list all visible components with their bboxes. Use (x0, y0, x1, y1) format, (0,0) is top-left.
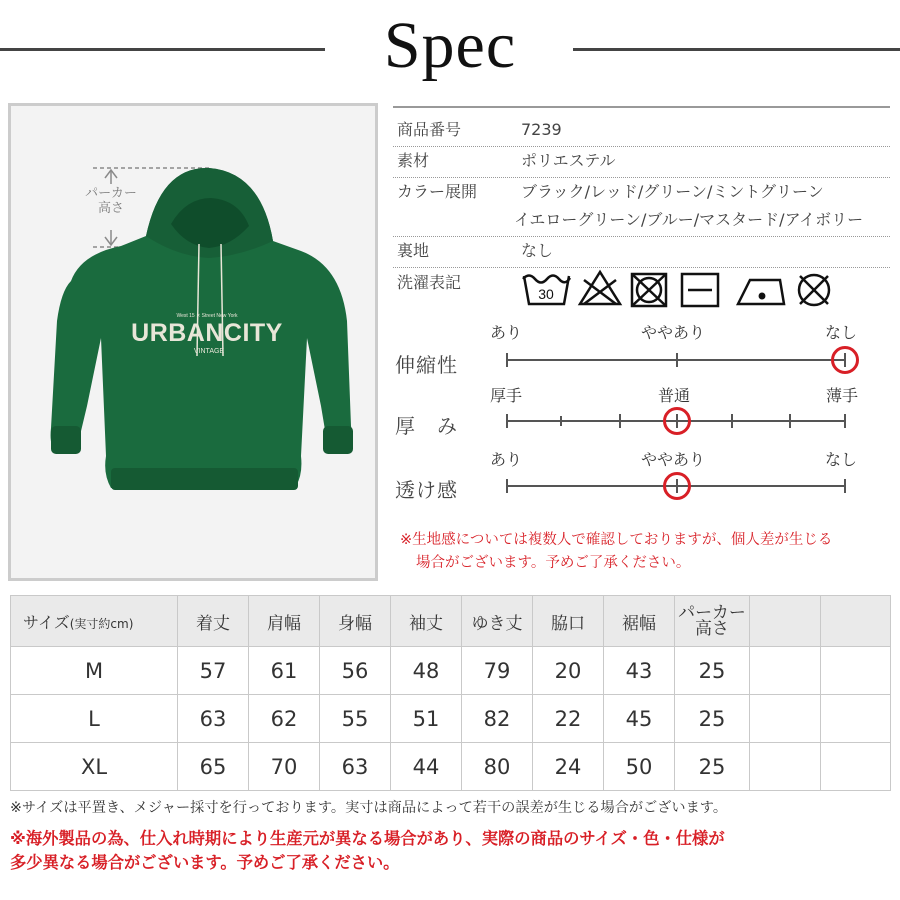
no-bleach-icon (580, 272, 620, 304)
table-cell-empty (821, 743, 891, 791)
column-header: 身幅 (320, 596, 391, 647)
size-header (11, 596, 178, 647)
thickness-middle-label: 普通 (658, 386, 691, 405)
thickness-tick (844, 414, 846, 428)
item-number-value: 7239 (521, 120, 562, 139)
spec-top-divider (393, 106, 890, 108)
sheerness-tick (506, 479, 508, 493)
lining-label: 裏地 (397, 241, 430, 260)
thickness-tick (619, 414, 621, 428)
wash-30-icon (523, 276, 570, 305)
sheerness-tick (844, 479, 846, 493)
table-cell: 22 (533, 695, 604, 743)
table-cell-empty (821, 695, 891, 743)
care-label: 洗濯表記 (397, 273, 462, 292)
thickness-label: 厚 み (395, 414, 458, 438)
item-number-label: 商品番号 (397, 120, 462, 139)
hoodie-image (11, 106, 375, 578)
column-header: 着丈 (178, 596, 249, 647)
size-header-main: サイズ (23, 612, 70, 632)
stretch-tick (506, 353, 508, 367)
wash-temp-text: 30 (538, 286, 554, 302)
column-header: 袖丈 (391, 596, 462, 647)
table-cell-empty (750, 695, 821, 743)
table-cell: 65 (178, 743, 249, 791)
size-cell: L (11, 695, 178, 743)
table-cell: 50 (604, 743, 675, 791)
table-cell-empty (750, 743, 821, 791)
column-header: 裾幅 (604, 596, 675, 647)
table-cell-empty (821, 647, 891, 695)
spec-divider (393, 177, 890, 178)
column-header-hood-height (675, 596, 750, 647)
table-cell: 24 (533, 743, 604, 791)
table-cell: 56 (320, 647, 391, 695)
table-cell-empty (750, 647, 821, 695)
fabric-note-line2: 場合がございます。予めご了承ください。 (416, 555, 691, 571)
product-photo-panel (8, 103, 378, 581)
lining-value: なし (521, 241, 554, 260)
column-header: 肩幅 (249, 596, 320, 647)
table-cell: 25 (675, 647, 750, 695)
sheerness-right-label: なし (825, 450, 858, 469)
table-cell: 63 (178, 695, 249, 743)
print-sub-text: VINTAGE (193, 348, 225, 355)
title-rule-right (573, 48, 900, 51)
size-cell: XL (11, 743, 178, 791)
thickness-tick (506, 414, 508, 428)
column-header: 脇口 (533, 596, 604, 647)
size-table-header (11, 596, 891, 647)
no-dry-clean-icon (799, 275, 829, 305)
thickness-selected-marker (663, 407, 691, 435)
column-header-empty (750, 596, 821, 647)
table-row (11, 743, 891, 791)
table-cell: 63 (320, 743, 391, 791)
spec-divider (393, 236, 890, 237)
print-main-text: URBANCITY (131, 319, 283, 347)
no-tumble-dry-icon (632, 274, 666, 306)
care-icons (518, 266, 848, 310)
table-cell: 25 (675, 743, 750, 791)
size-cell: M (11, 647, 178, 695)
table-cell: 48 (391, 647, 462, 695)
stretch-tick (676, 353, 678, 367)
hood-height-label-line1: パーカー (85, 186, 137, 201)
size-header-sub: (実寸約cm) (69, 616, 134, 631)
sheerness-label: 透け感 (395, 478, 458, 502)
table-cell: 62 (249, 695, 320, 743)
table-cell: 51 (391, 695, 462, 743)
table-row (11, 647, 891, 695)
thickness-left-label: 厚手 (490, 386, 523, 405)
stretch-right-label: なし (825, 323, 858, 342)
colors-value-line1: ブラック/レッド/グリーン/ミントグリーン (521, 182, 824, 201)
table-cell: 70 (249, 743, 320, 791)
line-dry-flat-icon (682, 274, 718, 306)
material-value: ポリエステル (521, 151, 616, 170)
stretch-label: 伸縮性 (395, 353, 458, 377)
footer-note-measurement: ※サイズは平置き、メジャー採寸を行っております。実寸は商品によって若干の誤差が生じる場合がございます。 (10, 800, 728, 816)
colors-label: カラー展開 (397, 182, 478, 201)
table-cell: 25 (675, 695, 750, 743)
table-cell: 57 (178, 647, 249, 695)
sheerness-middle-label: ややあり (641, 450, 706, 469)
table-cell: 80 (462, 743, 533, 791)
fabric-note (400, 529, 895, 575)
sheerness-selected-marker (663, 472, 691, 500)
table-cell: 82 (462, 695, 533, 743)
stretch-left-label: あり (490, 323, 523, 342)
footer-note-overseas-line1: ※海外製品の為、仕入れ時期により生産元が異なる場合があり、実際の商品のサイズ・色・仕様が (10, 829, 725, 848)
sheerness-left-label: あり (490, 450, 523, 469)
thickness-tick (560, 416, 562, 426)
hood-height-label-line2: 高さ (97, 201, 124, 216)
table-cell: 45 (604, 695, 675, 743)
material-label: 素材 (397, 151, 430, 170)
table-cell: 79 (462, 647, 533, 695)
colors-value-line2: イエローグリーン/ブルー/マスタード/アイボリー (514, 210, 864, 229)
table-cell: 61 (249, 647, 320, 695)
thickness-tick (731, 414, 733, 428)
table-row (11, 695, 891, 743)
stretch-selected-marker (831, 346, 859, 374)
hood-col-line2: 高さ (695, 619, 729, 639)
page-title: Spec (383, 9, 517, 82)
table-cell: 43 (604, 647, 675, 695)
fabric-note-line1: ※生地感については複数人で確認しておりますが、個人差が生じる (400, 532, 833, 548)
print-top-text: West 15 ✕ Street New York (176, 313, 238, 319)
stretch-middle-label: ややあり (641, 323, 706, 342)
table-cell: 20 (533, 647, 604, 695)
hood-height-label (81, 186, 141, 216)
hood-col-line1: パーカー (678, 603, 746, 623)
spec-divider (393, 146, 890, 147)
table-cell: 55 (320, 695, 391, 743)
column-header: ゆき丈 (462, 596, 533, 647)
footer-note-overseas-line2: 多少異なる場合がございます。予めご了承ください。 (10, 853, 400, 872)
iron-low-icon (738, 280, 784, 304)
thickness-right-label: 薄手 (826, 386, 859, 405)
thickness-tick (789, 414, 791, 428)
size-table (10, 595, 891, 791)
column-header-empty (821, 596, 891, 647)
table-cell: 44 (391, 743, 462, 791)
